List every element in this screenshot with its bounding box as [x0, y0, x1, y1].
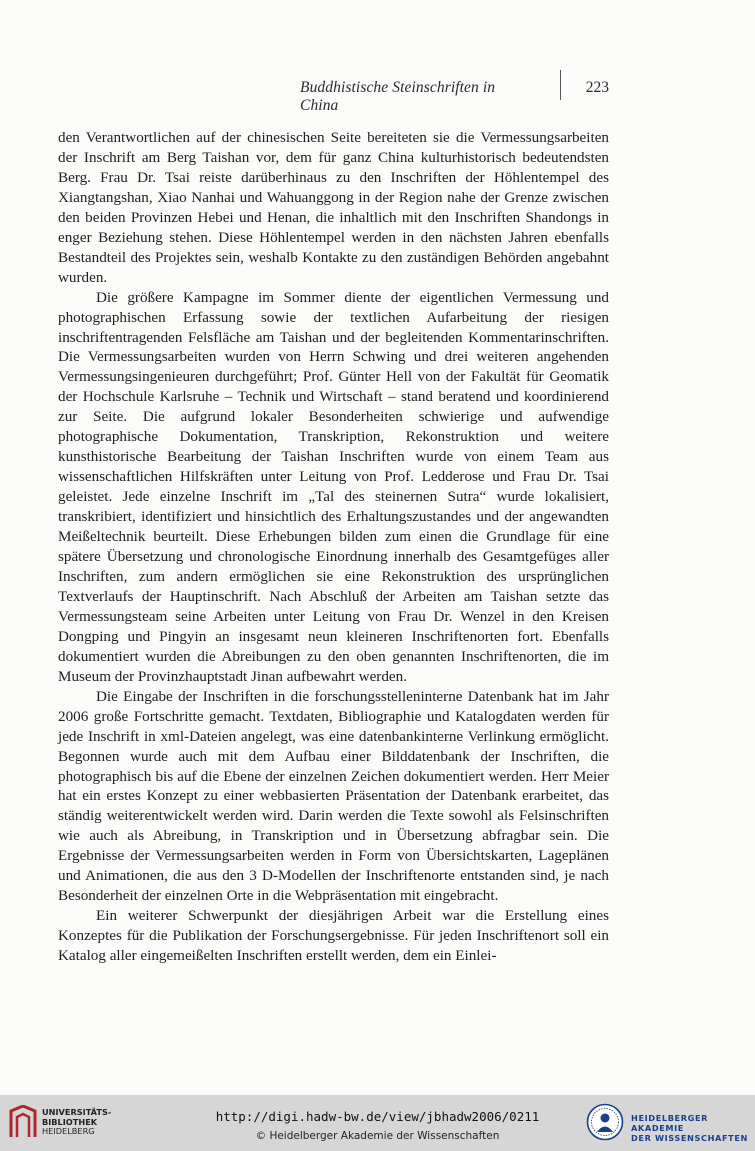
running-head-title: Buddhistische Steinschriften in China [300, 79, 496, 114]
library-name-line-1: UNIVERSITÄTS- [42, 1107, 112, 1117]
paragraph-4: Ein weiterer Schwerpunkt der diesjährigen Arbeit war die Erstellung eines Konzeptes für die Publikation der Forschungsergebnisse. Für jeden Inschriftenort soll ein Katalog aller eingemeißelten Inschriften erstellt werden, dem ein Einlei- [58, 907, 609, 965]
library-name-line-2: BIBLIOTHEK [42, 1116, 98, 1127]
paragraph-2: Die größere Kampagne im Sommer diente der eigentlichen Vermessung und photographischen Erfassung sowie der textlichen Aufarbeitung der riesigen inschriftentragenden Felsfläche am Taishan und der begleitenden Kommentarinschriften. Die Vermessungsarbeiten wurden von Herrn Schwing und drei weiteren angehenden Vermessungsingenieuren durchgeführt; Prof. Günter Hell von der Fakultät für Geomatik der Hochschule Karlsruhe – Technik und Wirtschaft – stand beratend und koordinierend zur Seite. Die aufgrund lokaler Besonderheiten schwierige und aufwendige photographische Dokumentation, Transkription, Rekonstruktion und weitere kunsthistorische Bearbeitung der Taishan Inschriften wurde von einem Team aus wissenschaftlichen Hilfskräften unter Leitung von Prof. Ledderose und Frau Dr. Tsai geleistet. Jede einzelne Inschrift im „Tal des steinernen Sutra“ wurde lokalisiert, transkribiert, identifiziert und hinsichtlich des Erhaltungszustandes und der angewandten Meißeltechnik beurteilt. Diese Erhebungen bilden zum einen die Grundlage für eine spätere Übersetzung und chronologische Einordnung innerhalb des Gesamtgefüges aller Inschriften, zum andern ermöglichen sie eine Rekonstruktion des ursprünglichen Textverlaufs der Hauptinschrift. Nach Abschluß der Arbeiten am Taishan setzte das Vermessungsteam seine Arbeiten unter Leitung von Frau Dr. Wenzel in den Kreisen Dongping und Pingyin an insgesamt neun kleineren Inschriftenorten fort. Ebenfalls dokumentiert wurden die Abreibungen zu den oben genannten Inschriftenorten, die im Museum der Provinzhauptstadt Jinan aufbewahrt werden. [58, 288, 609, 685]
copyright-notice: © Heidelberger Akademie der Wissenschaften [255, 1130, 500, 1142]
academy-seal-icon[interactable] [586, 1103, 624, 1141]
permalink-url[interactable]: http://digi.hadw-bw.de/view/jbhadw2006/0211 [215, 1109, 540, 1124]
academy-name-line-1: HEIDELBERGER AKADEMIE [631, 1113, 709, 1133]
academy-name-line-2: DER WISSENSCHAFTEN [631, 1133, 749, 1143]
running-head [300, 78, 615, 114]
page-number: 223 [585, 79, 609, 96]
paragraph-3: Die Eingabe der Inschriften in die forschungsstelleninterne Datenbank hat im Jahr 2006 große Fortschritte gemacht. Textdaten, Bibliographie und Katalogdaten werden für jede Inschrift in xml-Dateien angelegt, was eine datenbankinterne Verlinkung ermöglicht. Begonnen wurde auch mit dem Aufbau einer Bilddatenbank der Inschriften, die photographisch bis auf die Ebene der einzelnen Zeichen dokumentiert werden. Herr Meier hat ein erstes Konzept zu einer webbasierten Präsentation der Datenbank erarbeitet, das ständig weiterentwickelt werden wird. Darin werden die Texte sowohl als Felsinschriften wie auch als Abreibung, in Transkription und in Übersetzung abfragbar sein. Die Ergebnisse der Vermessungsarbeiten werden in Form von Übersichtskarten, Lageplänen und Animationen, die aus den 3 D-Modellen der Inschriftenorte entstanden sind, je nach Besonderheit der einzelnen Orte in die Webpräsentation mit eingebracht. [58, 687, 609, 905]
body-text [58, 128, 609, 966]
library-name-line-3: HEIDELBERG [42, 1126, 95, 1136]
paragraph-1: den Verantwortlichen auf der chinesischen Seite bereiteten sie die Vermessungsarbeiten der Inschrift am Berg Taishan vor, dem für ganz China kulturhistorisch bedeutendsten Berg. Frau Dr. Tsai reiste darüberhinaus zu den Inschriften der Höhlentempel des Xiangtangshan, Xiao Nanhai und Wahuanggong in der Region nahe der Grenze zwischen den beiden Provinzen Hebei und Henan, die inhaltlich mit den Inschriften Shandongs in enger Beziehung stehen. Diese Höhlentempel werden in den nächsten Jahren ebenfalls Bestandteil des Projektes sein, weshalb Kontakte zu den zuständigen Behörden angebahnt wurden. [58, 129, 609, 286]
footer-bar [0, 1095, 755, 1151]
academy-name[interactable] [631, 1113, 755, 1143]
running-head-divider [560, 70, 561, 100]
